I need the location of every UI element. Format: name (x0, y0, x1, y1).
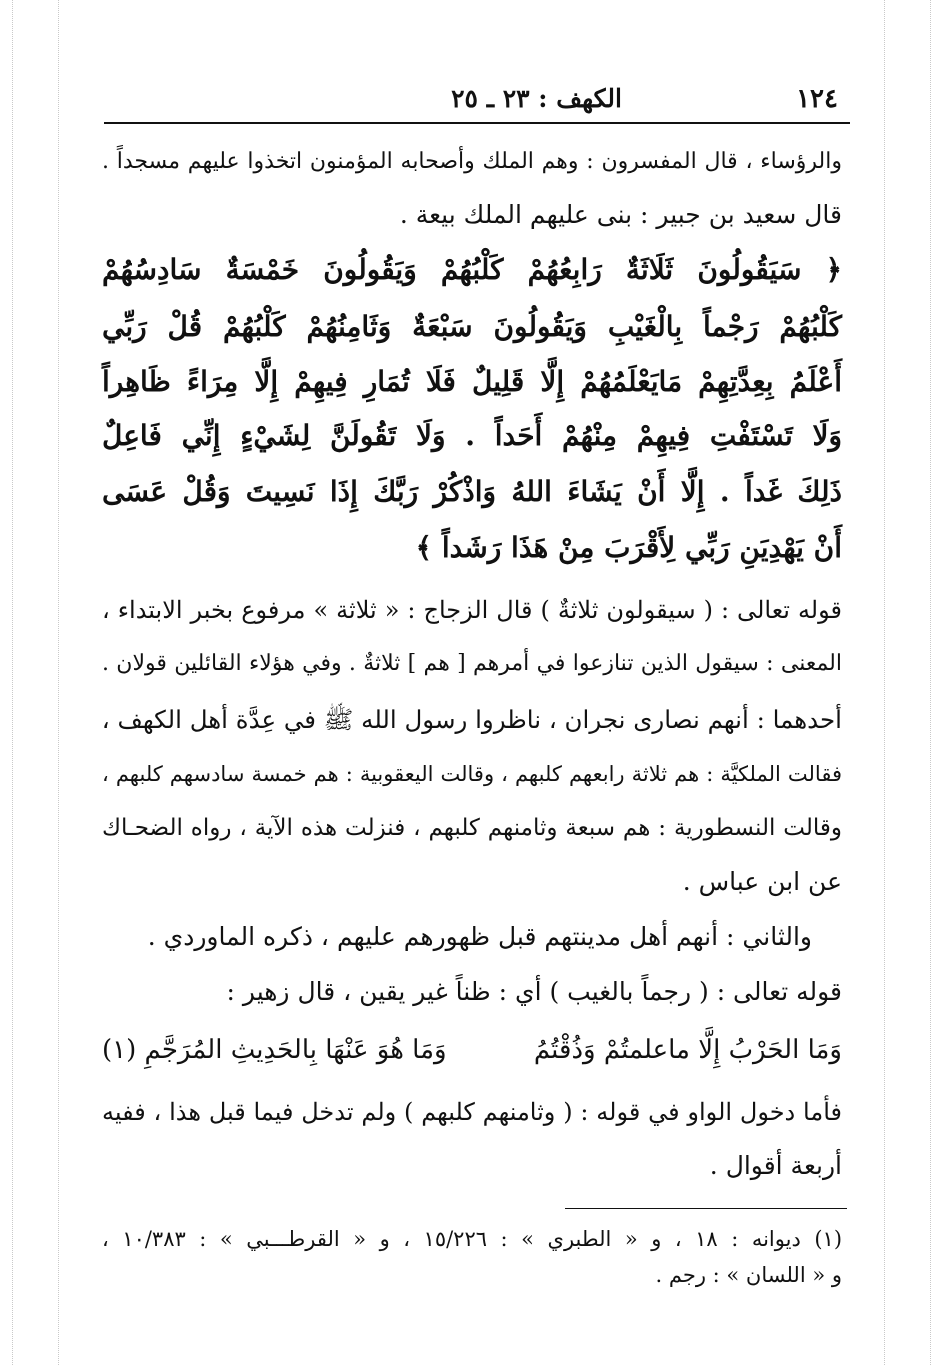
page-number: ١٢٤ (796, 84, 838, 114)
poem-second-hemistich: وَمَا هُوَ عَنْهَا بِالحَدِيثِ المُرَجَّمِ (١) (102, 1035, 447, 1065)
commentary-line: فقالت الملكيَّة : هم ثلاثة رابعهم كلبهم ، وقالت اليعقوبية : هم خمسة سادسهم كلبهم ، (102, 762, 842, 786)
footnote-separator (565, 1208, 847, 1209)
footnote-line: (١) ديوانه : ١٨ ، و « الطبري » : ١٥/٢٢٦ ، و « القرطـــبي » : ١٠/٣٨٣ ، (102, 1227, 843, 1251)
body-line: فأما دخول الواو في قوله : ( وثامنهم كلبهم ) ولم تدخل فيما قبل هذا ، ففيه (102, 1098, 842, 1126)
running-title: الكهف : ٢٣ ـ ٢٥ (451, 84, 622, 113)
quran-verse-line: وَلَا تَسْتَفْتِ فِيهِمْ مِنْهُمْ أَحَداً . وَلَا تَقُولَنَّ لِشَيْءٍ إِنِّي فَاعِلٌ (102, 419, 842, 452)
commentary-line: قوله تعالى : ( سيقولون ثلاثةٌ ) قال الزجاج : « ثلاثة » مرفوع بخبر الابتداء ، (102, 596, 842, 624)
poem-first-hemistich: وَمَا الحَرْبُ إِلَّا ماعلمتُمْ وَذُقْتُمُ (533, 1035, 842, 1065)
footnote-line: و « اللسان » : رجم . (655, 1263, 842, 1287)
commentary-line: عن ابن عباس . (682, 867, 842, 896)
quran-verse-line: أَعْلَمُ بِعِدَّتِهِمْ مَايَعْلَمُهُمْ إِلَّا قَلِيلٌ فَلَا تُمَارِ فِيهِمْ إِلَّا مِرَاءً ظَاهِراً (102, 365, 842, 398)
commentary-line: المعنى : سيقول الذين تنازعوا في أمرهم [ هم ] ثلاثةٌ . وفي هؤلاء القائلين قولان . (102, 651, 842, 676)
scan-guide-line (930, 0, 931, 1365)
scan-guide-line (884, 0, 885, 1365)
quran-verse-line: ﴿ سَيَقُولُونَ ثَلَاثَةٌ رَابِعُهُمْ كَلْبُهُمْ وَيَقُولُونَ خَمْسَةٌ سَادِسُهُمْ (102, 253, 842, 286)
body-line: قال سعيد بن جبير : بنى عليهم الملك بيعة . (399, 200, 842, 229)
commentary-line: أحدهما : أنهم نصارى نجران ، ناظروا رسول الله ﷺ في عِدَّة أهل الكهف ، (101, 705, 842, 734)
quran-verse-line: كَلْبُهُمْ رَجْماً بِالْغَيْبِ وَيَقُولُونَ سَبْعَةٌ وَثَامِنُهُمْ كَلْبُهُمْ قُلْ رَبِّي (102, 310, 842, 343)
scan-guide-line (58, 0, 59, 1365)
body-line: والرؤساء ، قال المفسرون : وهم الملك وأصحابه المؤمنون اتخذوا عليهم مسجداً . (102, 149, 842, 174)
commentary-line: وقالت النسطورية : هم سبعة وثامنهم كلبهم ، فنزلت هذه الآية ، رواه الضحـاك (102, 815, 842, 841)
quran-verse-line: ذَلِكَ غَداً . إِلَّا أَنْ يَشَاءَ اللهُ وَاذْكُرْ رَبَّكَ إِذَا نَسِيتَ وَقُلْ عَسَى (102, 475, 842, 508)
page-header (104, 80, 850, 124)
body-line: أربعة أقوال . (709, 1151, 842, 1180)
scan-guide-line (12, 0, 13, 1365)
commentary-line: قوله تعالى : ( رجماً بالغيب ) أي : ظناً غير يقين ، قال زهير : (226, 977, 842, 1006)
commentary-line: والثاني : أنهم أهل مدينتهم قبل ظهورهم عليهم ، ذكره الماوردي . (147, 922, 812, 951)
quran-verse-line: أَنْ يَهْدِيَنِ رَبِّي لِأَقْرَبَ مِنْ هَذَا رَشَداً ﴾ (415, 531, 842, 564)
